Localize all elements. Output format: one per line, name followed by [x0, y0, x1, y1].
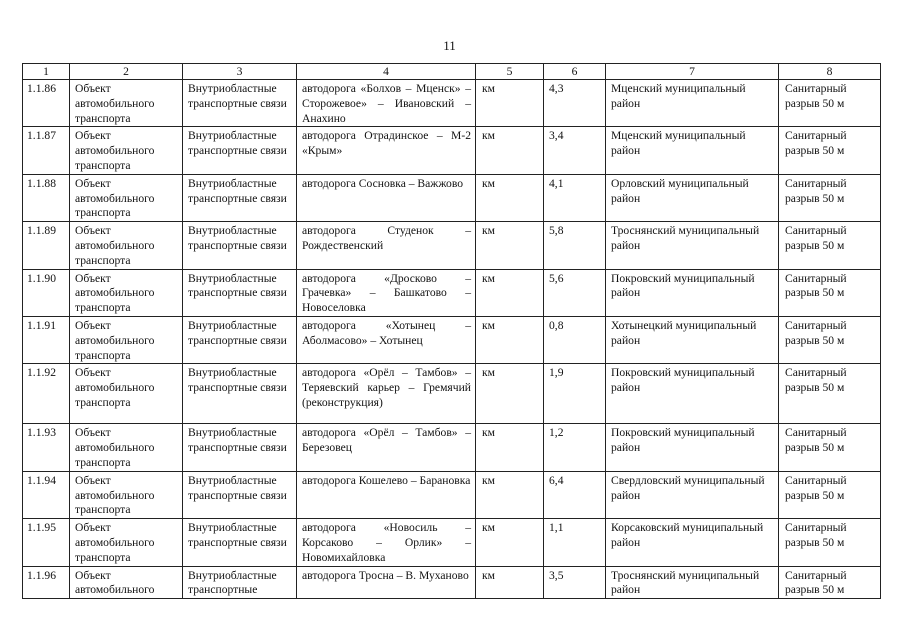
object-type: Объект автомобильного транспорта — [70, 174, 183, 221]
significance: Внутриобластные транспортные связи — [183, 80, 297, 127]
significance: Внутриобластные транспортные связи — [183, 424, 297, 471]
length: 0,8 — [544, 316, 606, 363]
road-name: автодорога «Орёл – Тамбов» – Теряевский карьер – Гремячий (реконструкция) — [297, 364, 476, 424]
road-name: автодорога Кошелево – Барановка — [297, 471, 476, 518]
table-row — [23, 269, 881, 316]
length: 6,4 — [544, 471, 606, 518]
table-row — [23, 471, 881, 518]
district: Троснянский муниципальный район — [606, 566, 779, 599]
significance: Внутриобластные транспортные связи — [183, 174, 297, 221]
table-row — [23, 222, 881, 269]
district: Мценский муниципальный район — [606, 80, 779, 127]
object-type: Объект автомобильного транспорта — [70, 222, 183, 269]
road-name: автодорога Тросна – В. Муханово — [297, 566, 476, 599]
column-header: 3 — [183, 64, 297, 80]
length: 4,3 — [544, 80, 606, 127]
length: 1,2 — [544, 424, 606, 471]
table-row — [23, 364, 881, 424]
zone: Санитарный разрыв 50 м — [779, 174, 881, 221]
road-name: автодорога Сосновка – Важжово — [297, 174, 476, 221]
column-header: 8 — [779, 64, 881, 80]
district: Свердловский муниципальный район — [606, 471, 779, 518]
road-name: автодорога «Новосиль – Корсаково – Орлик» – Новомихайловка — [297, 519, 476, 566]
unit: км — [476, 519, 544, 566]
unit: км — [476, 80, 544, 127]
unit: км — [476, 127, 544, 174]
objects-table — [22, 63, 881, 599]
column-header: 5 — [476, 64, 544, 80]
road-name: автодорога «Орёл – Тамбов» – Березовец — [297, 424, 476, 471]
district: Покровский муниципальный район — [606, 364, 779, 424]
zone: Санитарный разрыв 50 м — [779, 364, 881, 424]
table-row — [23, 174, 881, 221]
significance: Внутриобластные транспортные — [183, 566, 297, 599]
column-header: 6 — [544, 64, 606, 80]
district: Мценский муниципальный район — [606, 127, 779, 174]
unit: км — [476, 222, 544, 269]
road-name: автодорога «Дросково – Грачевка» – Башкатово – Новоселовка — [297, 269, 476, 316]
table-row — [23, 316, 881, 363]
row-number: 1.1.92 — [23, 364, 70, 424]
zone: Санитарный разрыв 50 м — [779, 519, 881, 566]
length: 1,1 — [544, 519, 606, 566]
district: Хотынецкий муниципальный район — [606, 316, 779, 363]
unit: км — [476, 269, 544, 316]
row-number: 1.1.90 — [23, 269, 70, 316]
significance: Внутриобластные транспортные связи — [183, 364, 297, 424]
column-header: 4 — [297, 64, 476, 80]
district: Покровский муниципальный район — [606, 424, 779, 471]
significance: Внутриобластные транспортные связи — [183, 127, 297, 174]
significance: Внутриобластные транспортные связи — [183, 316, 297, 363]
length: 1,9 — [544, 364, 606, 424]
road-name: автодорога «Хотынец – Аболмасово» – Хотынец — [297, 316, 476, 363]
row-number: 1.1.94 — [23, 471, 70, 518]
zone: Санитарный разрыв 50 м — [779, 269, 881, 316]
table-row — [23, 566, 881, 599]
row-number: 1.1.89 — [23, 222, 70, 269]
object-type: Объект автомобильного транспорта — [70, 269, 183, 316]
road-name: автодорога «Болхов – Мценск» – Сторожевое» – Ивановский – Анахино — [297, 80, 476, 127]
table-row — [23, 80, 881, 127]
object-type: Объект автомобильного транспорта — [70, 519, 183, 566]
unit: км — [476, 174, 544, 221]
zone: Санитарный разрыв 50 м — [779, 471, 881, 518]
unit: км — [476, 364, 544, 424]
column-header: 7 — [606, 64, 779, 80]
table-row — [23, 519, 881, 566]
zone: Санитарный разрыв 50 м — [779, 316, 881, 363]
district: Троснянский муниципальный район — [606, 222, 779, 269]
row-number: 1.1.93 — [23, 424, 70, 471]
zone: Санитарный разрыв 50 м — [779, 80, 881, 127]
table-row — [23, 127, 881, 174]
object-type: Объект автомобильного транспорта — [70, 424, 183, 471]
unit: км — [476, 471, 544, 518]
zone: Санитарный разрыв 50 м — [779, 127, 881, 174]
object-type: Объект автомобильного транспорта — [70, 471, 183, 518]
district: Покровский муниципальный район — [606, 269, 779, 316]
zone: Санитарный разрыв 50 м — [779, 222, 881, 269]
row-number: 1.1.96 — [23, 566, 70, 599]
table-row — [23, 424, 881, 471]
length: 5,8 — [544, 222, 606, 269]
object-type: Объект автомобильного транспорта — [70, 127, 183, 174]
significance: Внутриобластные транспортные связи — [183, 269, 297, 316]
row-number: 1.1.87 — [23, 127, 70, 174]
length: 3,5 — [544, 566, 606, 599]
road-name: автодорога Студенок – Рождественский — [297, 222, 476, 269]
significance: Внутриобластные транспортные связи — [183, 519, 297, 566]
object-type: Объект автомобильного транспорта — [70, 80, 183, 127]
object-type: Объект автомобильного транспорта — [70, 364, 183, 424]
road-name: автодорога Отрадинское – М-2 «Крым» — [297, 127, 476, 174]
column-header: 1 — [23, 64, 70, 80]
significance: Внутриобластные транспортные связи — [183, 471, 297, 518]
district: Корсаковский муниципальный район — [606, 519, 779, 566]
district: Орловский муниципальный район — [606, 174, 779, 221]
column-header: 2 — [70, 64, 183, 80]
row-number: 1.1.88 — [23, 174, 70, 221]
column-number-row — [23, 64, 881, 80]
page-number: 11 — [443, 38, 456, 53]
zone: Санитарный разрыв 50 м — [779, 566, 881, 599]
length: 5,6 — [544, 269, 606, 316]
object-type: Объект автомобильного — [70, 566, 183, 599]
row-number: 1.1.91 — [23, 316, 70, 363]
row-number: 1.1.86 — [23, 80, 70, 127]
unit: км — [476, 424, 544, 471]
unit: км — [476, 566, 544, 599]
length: 3,4 — [544, 127, 606, 174]
unit: км — [476, 316, 544, 363]
object-type: Объект автомобильного транспорта — [70, 316, 183, 363]
significance: Внутриобластные транспортные связи — [183, 222, 297, 269]
zone: Санитарный разрыв 50 м — [779, 424, 881, 471]
row-number: 1.1.95 — [23, 519, 70, 566]
length: 4,1 — [544, 174, 606, 221]
